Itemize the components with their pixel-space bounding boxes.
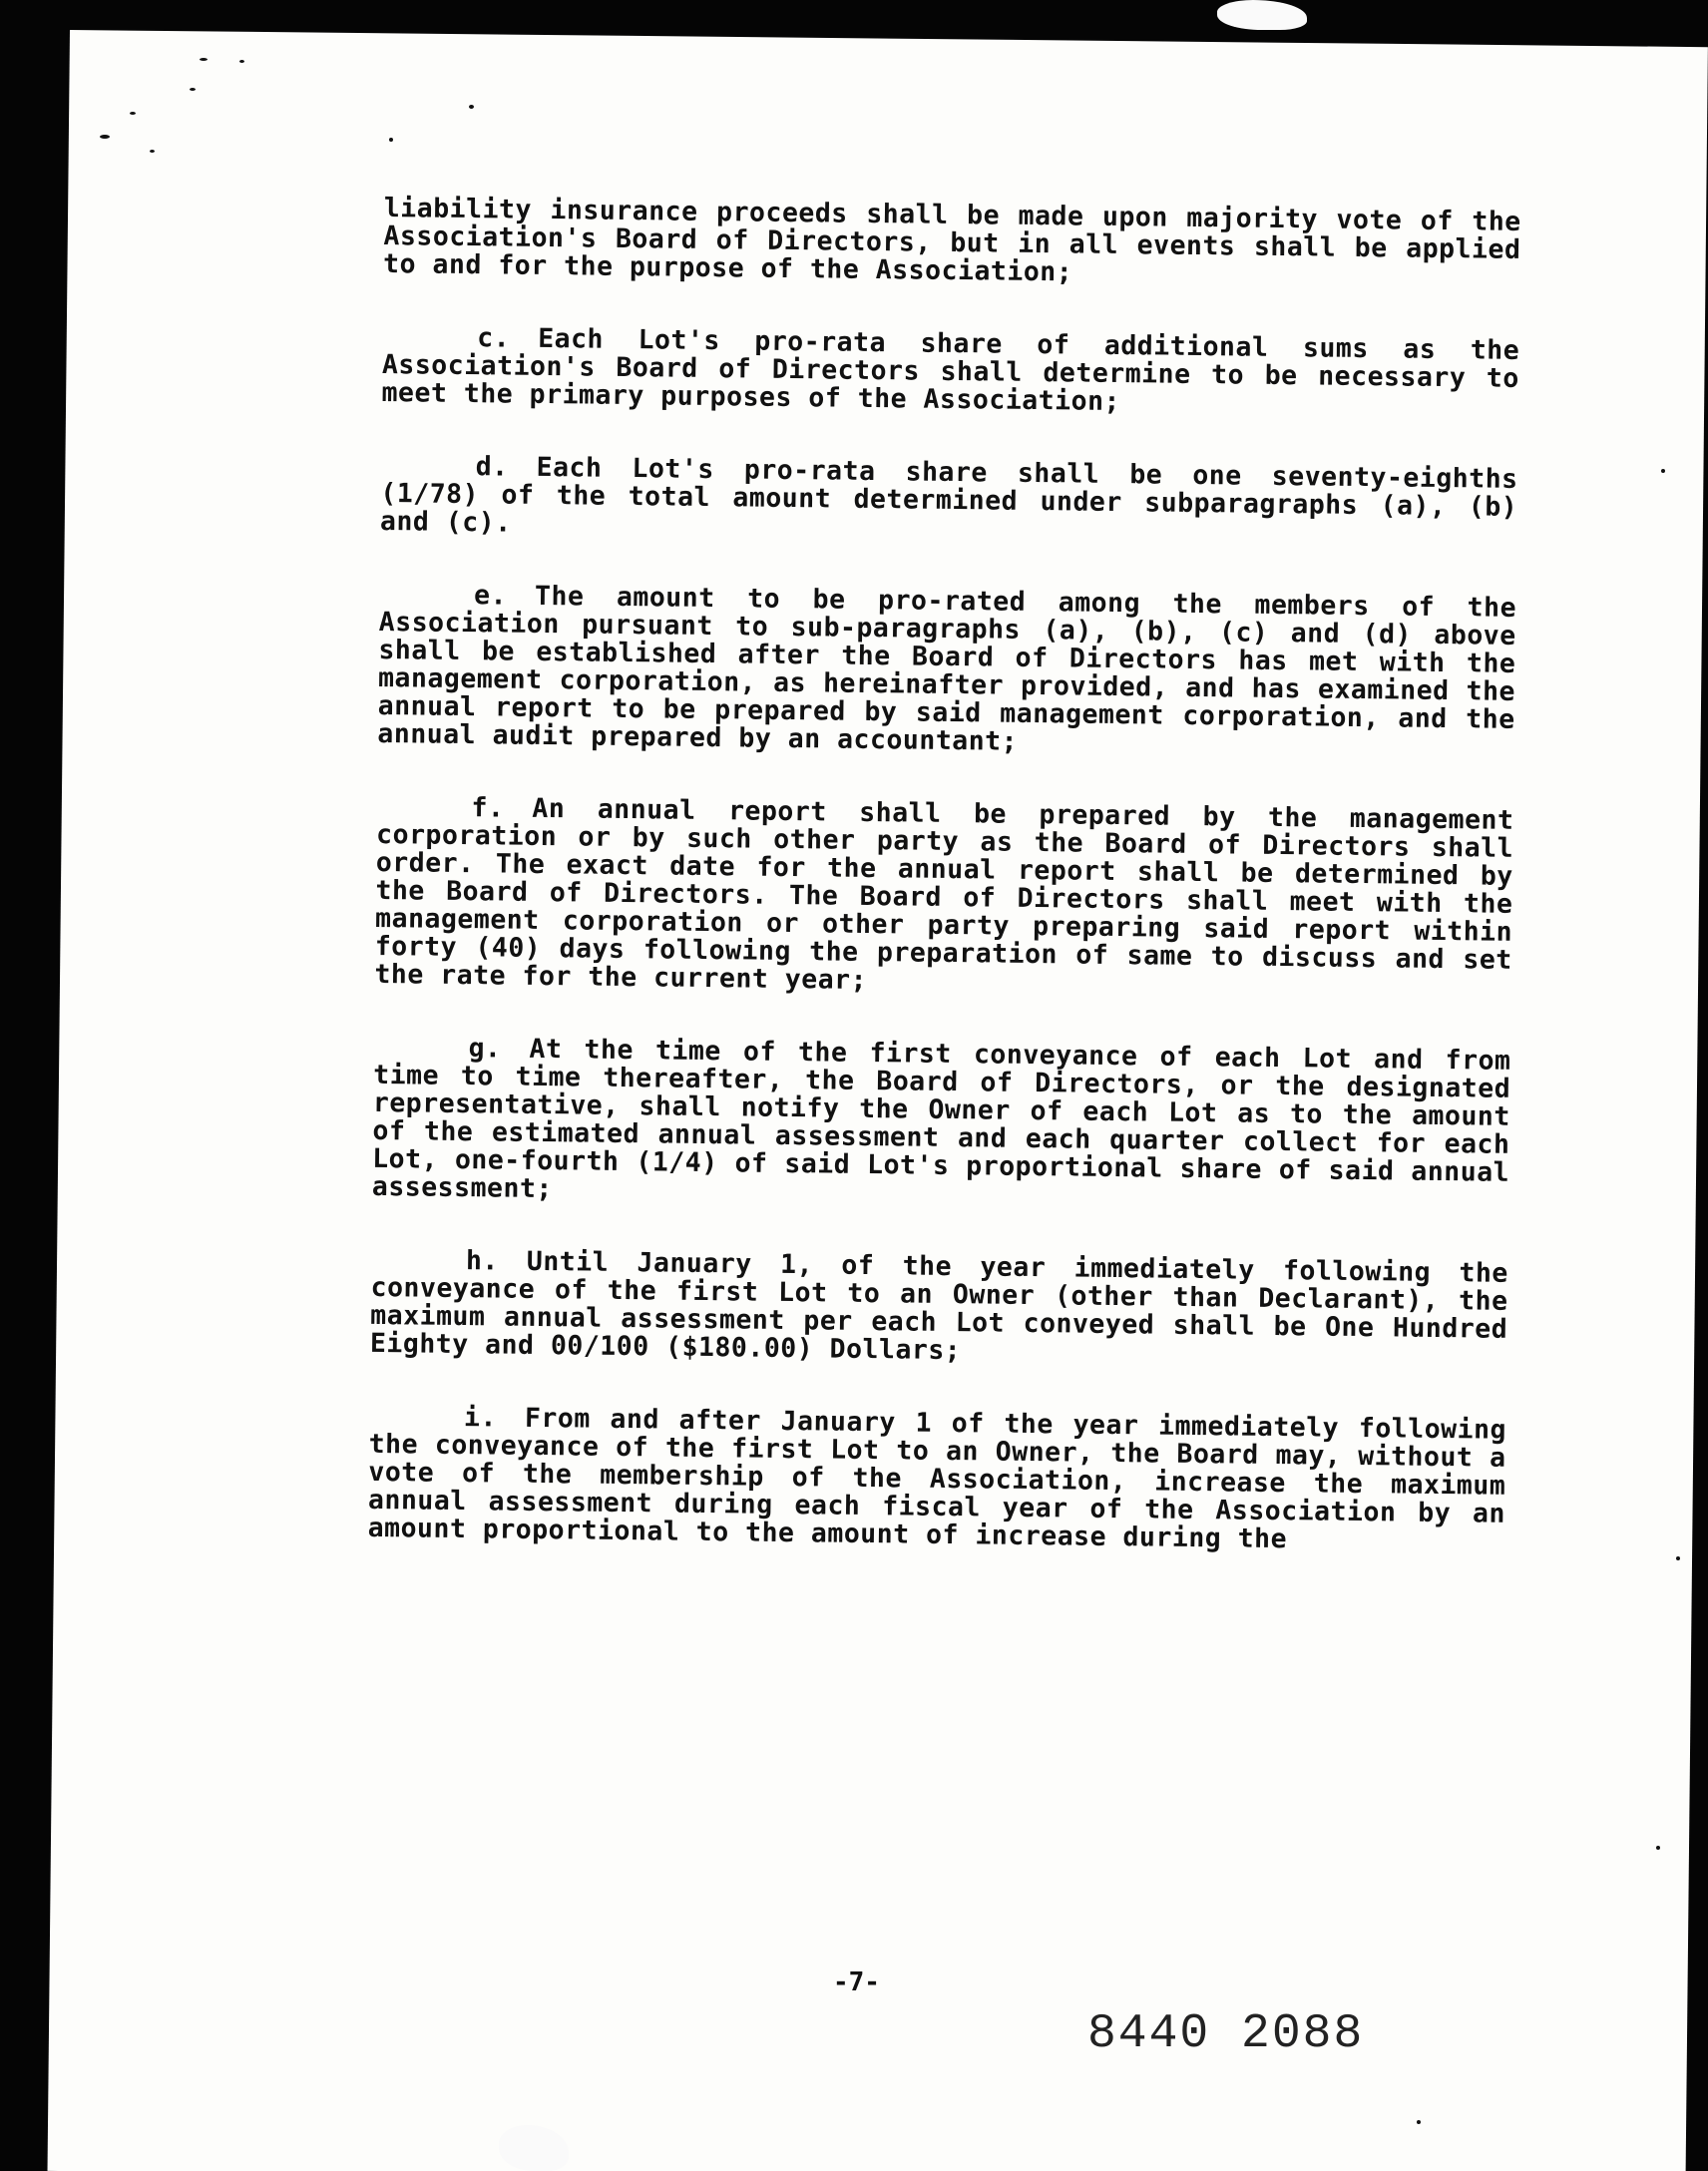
paragraph-d xyxy=(380,452,1518,550)
paragraph-f xyxy=(374,793,1513,1003)
paragraph-label: h. xyxy=(465,1245,500,1277)
scan-speck xyxy=(190,88,196,91)
scan-speck xyxy=(100,135,110,139)
paragraph-h xyxy=(370,1246,1508,1372)
paragraph-label: e. xyxy=(473,580,508,612)
document-body xyxy=(367,195,1521,1601)
paragraph-text: From and after January 1 of the year immediately following the conveyance of the first Lot to an Owner, the Board may, without a vote of the membership of the Association, increase the maximum annual assessment during each fiscal year of the Association by an amount proportional to the amount of increase during the xyxy=(367,1402,1507,1555)
paragraph-text: liability insurance proceeds shall be made upon majority vote of the Association's Board of Directors, but in all events shall be applied to and for the purpose of the Association; xyxy=(382,193,1521,288)
paragraph-label: f. xyxy=(471,792,505,824)
paragraph-text: Each Lot's pro-rata share of additional sums as the Association's Board of Directors shall determine to be necessary to meet the primary purposes of the Association; xyxy=(381,322,1520,418)
paragraph-text: Each Lot's pro-rata share shall be one seventy-eighths (1/78) of the total amount determined under subparagraphs (a), (b) and (c). xyxy=(379,451,1518,539)
scan-blot xyxy=(1217,0,1307,30)
paragraph-continuation xyxy=(383,195,1521,292)
paragraph-label: g. xyxy=(468,1033,502,1065)
scan-speck xyxy=(1656,1846,1660,1850)
scan-speck xyxy=(389,138,393,142)
scan-speck xyxy=(200,58,208,61)
scan-speck xyxy=(130,112,136,115)
document-id-stamp: 8440 2088 xyxy=(1087,2007,1365,2061)
paragraph-e xyxy=(377,581,1516,762)
scan-speck xyxy=(1417,2120,1421,2124)
paragraph-text: At the time of the first conveyance of each Lot and from time to time thereafter, the Board of Directors, or the designated representative, shall notify the Owner of each Lot as to the amount of the estimated annual assessment and each quarter collect for each Lot, one-fourth (1/4) of said Lot's proportional share of said annual assessment; xyxy=(371,1033,1511,1205)
scan-speck xyxy=(150,150,155,153)
paragraph-i xyxy=(367,1403,1506,1556)
paragraph-label: i. xyxy=(463,1402,498,1434)
paragraph-label: c. xyxy=(477,322,511,354)
paragraph-label: d. xyxy=(475,451,509,483)
paragraph-text: Until January 1, of the year immediately following the conveyance of the first Lot to an Owner (other than Declarant), the maximum annual assessment per each Lot conveyed shall be One Hundred Eighty and 00/100 ($180.00) Dollars; xyxy=(369,1245,1509,1367)
page-number: -7- xyxy=(833,1967,880,1997)
paragraph-g xyxy=(372,1034,1511,1215)
scan-speck xyxy=(1676,1556,1680,1560)
paragraph-c xyxy=(381,323,1519,421)
paragraph-text: An annual report shall be prepared by the management corporation or by such other party as the Board of Directors shall order. The exact date for the annual report shall be determined by the Board of Directors. The Board of Directors shall meet with the management corporation or other party preparing said report within forty (40) days following the preparation of same to discuss and set the rate for the current year; xyxy=(374,792,1514,996)
scan-speck xyxy=(1661,469,1665,473)
scan-speck xyxy=(469,105,474,109)
paragraph-text: The amount to be pro-rated among the members of the Association pursuant to sub-paragraphs (a), (b), (c) and (d) above shall be established after the Board of Directors has met with the management corporation, as hereinafter provided, and has examined the annual report to be prepared by said management corporation, and the annual audit prepared by an accountant; xyxy=(377,580,1517,757)
scan-speck xyxy=(239,60,244,63)
